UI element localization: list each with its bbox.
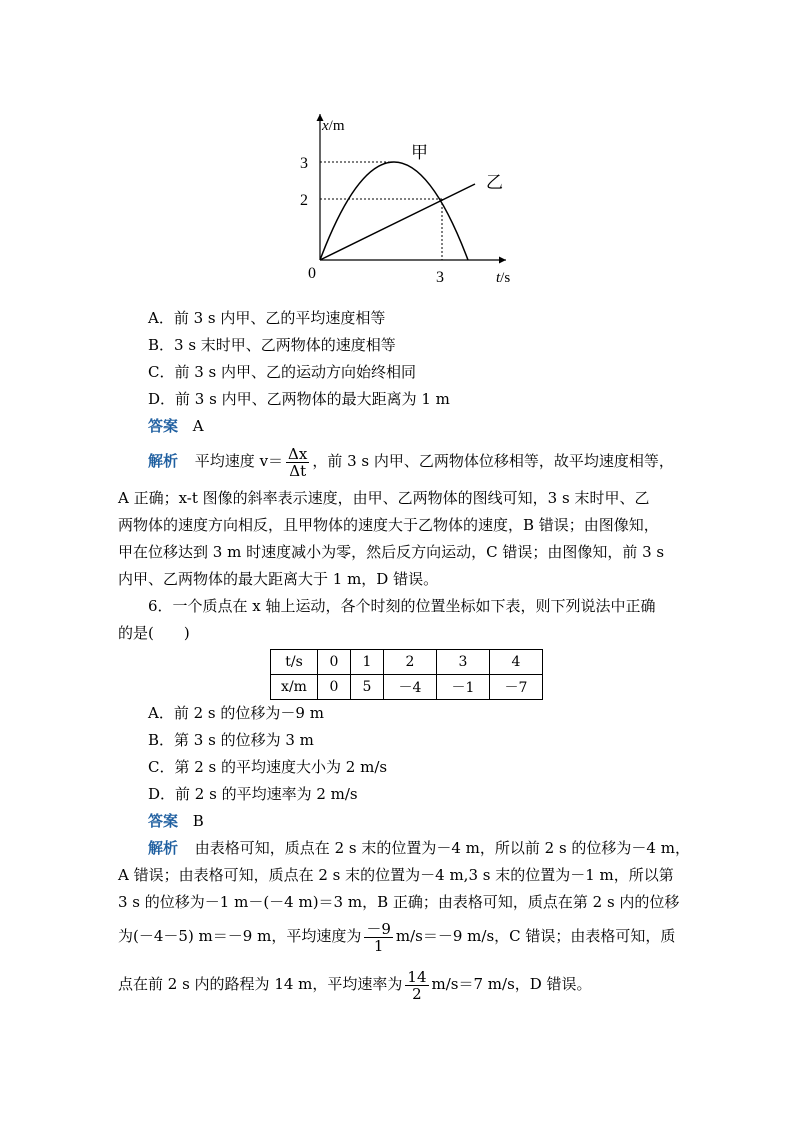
q6-option-c: C．第 2 s 的平均速度大小为 2 m/s (148, 758, 388, 776)
q5-velocity-fraction: $\frac{\Delta x}{\Delta t}$ (288, 444, 308, 480)
y-axis-label: x/m (322, 118, 345, 134)
q6-analysis-line-3: 3 s 的位移为－1 m－(－4 m)＝3 m，B 正确；由表格可知，质点在第 2 s 内的位移 (118, 893, 680, 911)
position-table (270, 649, 543, 700)
q5-analysis-post: ，前 3 s 内甲、乙两物体位移相等，故平均速度相等， (312, 452, 674, 470)
y-tick-2: 2 (300, 192, 308, 209)
table-row (271, 650, 543, 675)
q5-answer-value: A (192, 417, 204, 435)
q6-analysis-line-1-text: 由表格可知，质点在 2 s 末的位置为－4 m，所以前 2 s 的位移为－4 m， (194, 839, 690, 857)
q5-analysis-pre: 平均速度 v＝ (194, 452, 284, 470)
q6-answer-value: B (192, 812, 204, 830)
q5-analysis-line-1: A 正确；x-t 图像的斜率表示速度，由甲、乙两物体的图线可知，3 s 末时甲、乙 (118, 489, 650, 507)
q6-stem-line-2: 的是( ) (118, 624, 190, 642)
q6-analysis-line-4 (118, 916, 675, 956)
q5-analysis-first (148, 442, 674, 480)
q6-analysis-line-4-post: m/s＝－9 m/s，C 错误；由表格可知，质 (395, 927, 676, 945)
q6-analysis-line-2: A 错误；由表格可知，质点在 2 s 末的位置为－4 m,3 s 末的位置为－1 m，所以第 (118, 866, 674, 884)
y-tick-3: 3 (300, 155, 308, 172)
table-cell: 4 (490, 650, 543, 675)
table-cell: t/s (271, 650, 318, 675)
q6-analysis-line-4-pre: 为(－4－5) m＝－9 m，平均速度为 (118, 927, 362, 945)
origin-label: 0 (308, 265, 316, 282)
table-cell: －4 (384, 675, 437, 700)
curve-jia (320, 162, 468, 260)
q6-option-b: B．第 3 s 的位移为 3 m (148, 731, 314, 749)
q6-answer-label: 答案 (148, 812, 179, 830)
q6-velocity-fraction: $\frac{-9}{1}$ (366, 919, 391, 955)
q6-analysis-label: 解析 (148, 839, 179, 857)
x-tick-3: 3 (436, 269, 444, 286)
q5-option-d: D．前 3 s 内甲、乙两物体的最大距离为 1 m (148, 390, 450, 408)
q6-option-a: A．前 2 s 的位移为－9 m (148, 704, 324, 722)
table-cell: 2 (384, 650, 437, 675)
x-axis-label: t/s (496, 270, 511, 286)
q5-analysis-label: 解析 (148, 452, 179, 470)
q6-analysis-line-5-post: m/s＝7 m/s，D 错误。 (431, 975, 592, 993)
q5-answer (148, 416, 204, 436)
q6-answer (148, 811, 204, 831)
table-cell: －1 (437, 675, 490, 700)
q6-stem-line-1: 6．一个质点在 x 轴上运动，各个时刻的位置坐标如下表，则下列说法中正确 (148, 597, 656, 615)
q5-option-b: B．3 s 末时甲、乙两物体的速度相等 (148, 336, 396, 354)
table-cell: x/m (271, 675, 318, 700)
table-row (271, 675, 543, 700)
q6-speed-fraction: $\frac{14}{2}$ (407, 967, 427, 1003)
curve-jia-label: 甲 (411, 143, 428, 163)
q5-analysis-line-2: 两物体的速度方向相反，且甲物体的速度大于乙物体的速度，B 错误；由图像知， (118, 516, 659, 534)
q5-answer-label: 答案 (148, 417, 179, 435)
q6-analysis-line-5 (118, 964, 592, 1004)
q5-option-a: A．前 3 s 内甲、乙的平均速度相等 (148, 309, 386, 327)
table-cell: 3 (437, 650, 490, 675)
q5-analysis-line-4: 内甲、乙两物体的最大距离大于 1 m，D 错误。 (118, 570, 439, 588)
q6-analysis-line-5-pre: 点在前 2 s 内的路程为 14 m，平均速率为 (118, 975, 403, 993)
q6-analysis-line-1 (148, 838, 690, 858)
q5-analysis-line-3: 甲在位移达到 3 m 时速度减小为零，然后反方向运动，C 错误；由图像知，前 3 s (118, 543, 665, 561)
q5-option-c: C．前 3 s 内甲、乙的运动方向始终相同 (148, 363, 417, 381)
table-cell: －7 (490, 675, 543, 700)
q6-option-d: D．前 2 s 的平均速率为 2 m/s (148, 785, 358, 803)
line-yi-label: 乙 (486, 173, 503, 193)
xt-graph (288, 100, 528, 292)
table-cell: 0 (318, 650, 351, 675)
table-cell: 1 (351, 650, 384, 675)
table-cell: 5 (351, 675, 384, 700)
table-cell: 0 (318, 675, 351, 700)
